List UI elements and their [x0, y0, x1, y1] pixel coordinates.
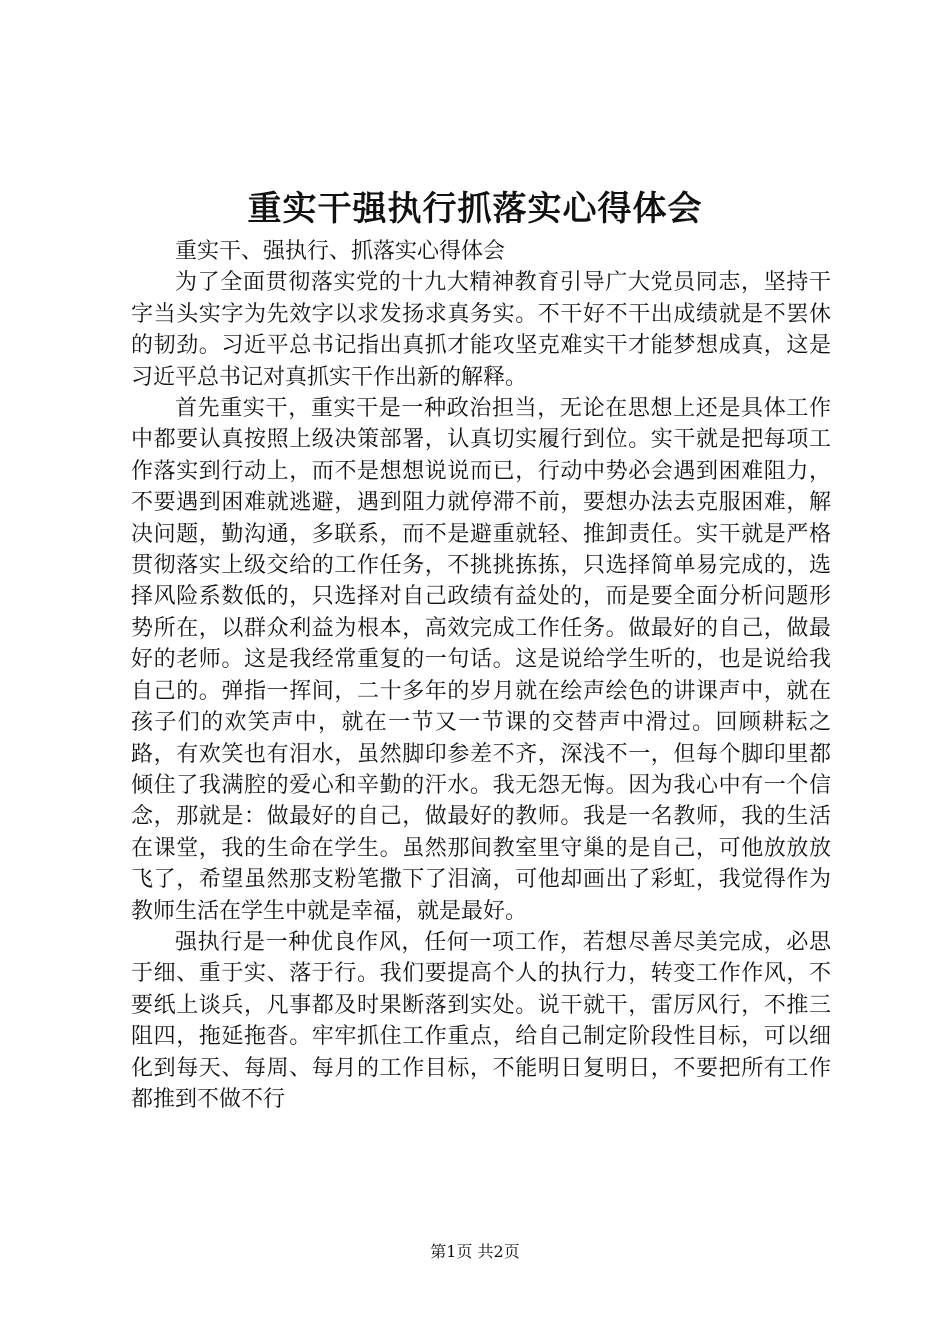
page-number-footer: 第1页 共2页 [430, 1242, 520, 1261]
body-paragraph: 为了全面贯彻落实党的十九大精神教育引导广大党员同志，坚持干字当头实字为先效字以求发扬求真务实。不干好不干出成绩就是不罢休的韧劲。习近平总书记指出真抓才能攻坚克难实干才能梦想成真，这是习近平总书记对真抓实干作出新的解释。 [131, 270, 831, 390]
subtitle-paragraph: 重实干、强执行、抓落实心得体会 [175, 239, 506, 264]
document-title: 重实干强执行抓落实心得体会 [247, 189, 703, 229]
document-body [131, 236, 831, 1115]
body-paragraph: 强执行是一种优良作风，任何一项工作，若想尽善尽美完成，必思于细、重于实、落于行。我们要提高个人的执行力，转变工作作风，不要纸上谈兵，凡事都及时果断落到实处。说干就干，雷厉风行，不推三阻四，拖延拖沓。牢牢抓住工作重点，给自己制定阶段性目标，可以细化到每天、每周、每月的工作目标，不能明日复明日，不要把所有工作都推到不做不行 [131, 929, 831, 1112]
body-paragraph: 首先重实干，重实干是一种政治担当，无论在思想上还是具体工作中都要认真按照上级决策部署，认真切实履行到位。实干就是把每项工作落实到行动上，而不是想想说说而已，行动中势必会遇到困难阻力，不要遇到困难就逃避，遇到阻力就停滞不前，要想办法去克服困难，解决问题，勤沟通，多联系，而不是避重就轻、推卸责任。实干就是严格贯彻落实上级交给的工作任务，不挑挑拣拣，只选择简单易完成的，选择风险系数低的，只选择对自己政绩有益处的，而是要全面分析问题形势所在，以群众利益为根本，高效完成工作任务。做最好的自己，做最好的老师。这是我经常重复的一句话。这是说给学生听的，也是说给我自己的。弹指一挥间，二十多年的岁月就在绘声绘色的讲课声中，就在孩子们的欢笑声中，就在一节又一节课的交替声中滑过。回顾耕耘之路，有欢笑也有泪水，虽然脚印参差不齐，深浅不一，但每个脚印里都倾住了我满腔的爱心和辛勤的汗水。我无怨无悔。因为我心中有一个信念，那就是：做最好的自己，做最好的教师。我是一名教师，我的生活在课堂，我的生命在学生。虽然那间教室里守巢的是自己，可他放放放飞了，希望虽然那支粉笔撒下了泪滴，可他却画出了彩虹，我觉得作为教师生活在学生中就是幸福，就是最好。 [131, 396, 831, 924]
